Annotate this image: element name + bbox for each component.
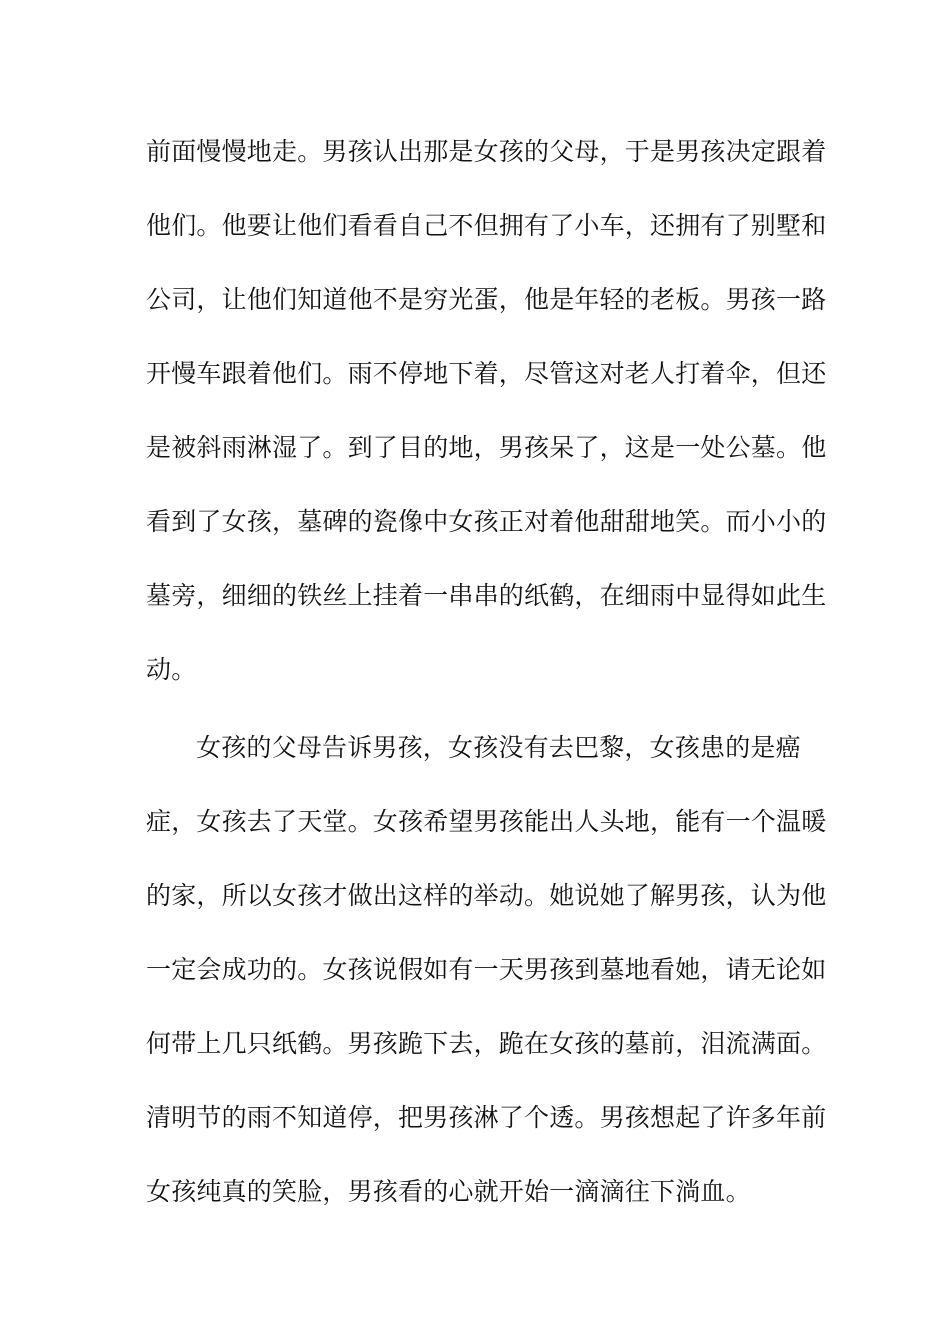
text-line: 一定会成功的。女孩说假如有一天男孩到墓地看她，请无论如 — [146, 955, 827, 984]
text-line: 清明节的雨不知道停，把男孩淋了个透。男孩想起了许多年前 — [146, 1103, 827, 1132]
text-line: 墓旁，细细的铁丝上挂着一串串的纸鹤，在细雨中显得如此生 — [146, 581, 827, 610]
text-line: 开慢车跟着他们。雨不停地下着，尽管这对老人打着伞，但还 — [146, 359, 827, 388]
text-line: 看到了女孩，墓碑的瓷像中女孩正对着他甜甜地笑。而小小的 — [146, 507, 827, 536]
paragraph-first-line: 女孩的父母告诉男孩，女孩没有去巴黎，女孩患的是癌 — [196, 733, 801, 762]
text-line: 公司，让他们知道他不是穷光蛋，他是年轻的老板。男孩一路 — [146, 285, 827, 314]
text-line: 症，女孩去了天堂。女孩希望男孩能出人头地，能有一个温暖 — [146, 807, 827, 836]
text-line: 前面慢慢地走。男孩认出那是女孩的父母，于是男孩决定跟着 — [146, 137, 827, 166]
text-line: 何带上几只纸鹤。男孩跪下去，跪在女孩的墓前，泪流满面。 — [146, 1029, 827, 1058]
text-line: 的家，所以女孩才做出这样的举动。她说她了解男孩，认为他 — [146, 881, 827, 910]
text-line: 动。 — [146, 655, 197, 684]
text-line: 女孩纯真的笑脸，男孩看的心就开始一滴滴往下淌血。 — [146, 1177, 751, 1206]
text-line: 他们。他要让他们看看自己不但拥有了小车，还拥有了别墅和 — [146, 211, 827, 240]
text-line: 是被斜雨淋湿了。到了目的地，男孩呆了，这是一处公墓。他 — [146, 433, 827, 462]
